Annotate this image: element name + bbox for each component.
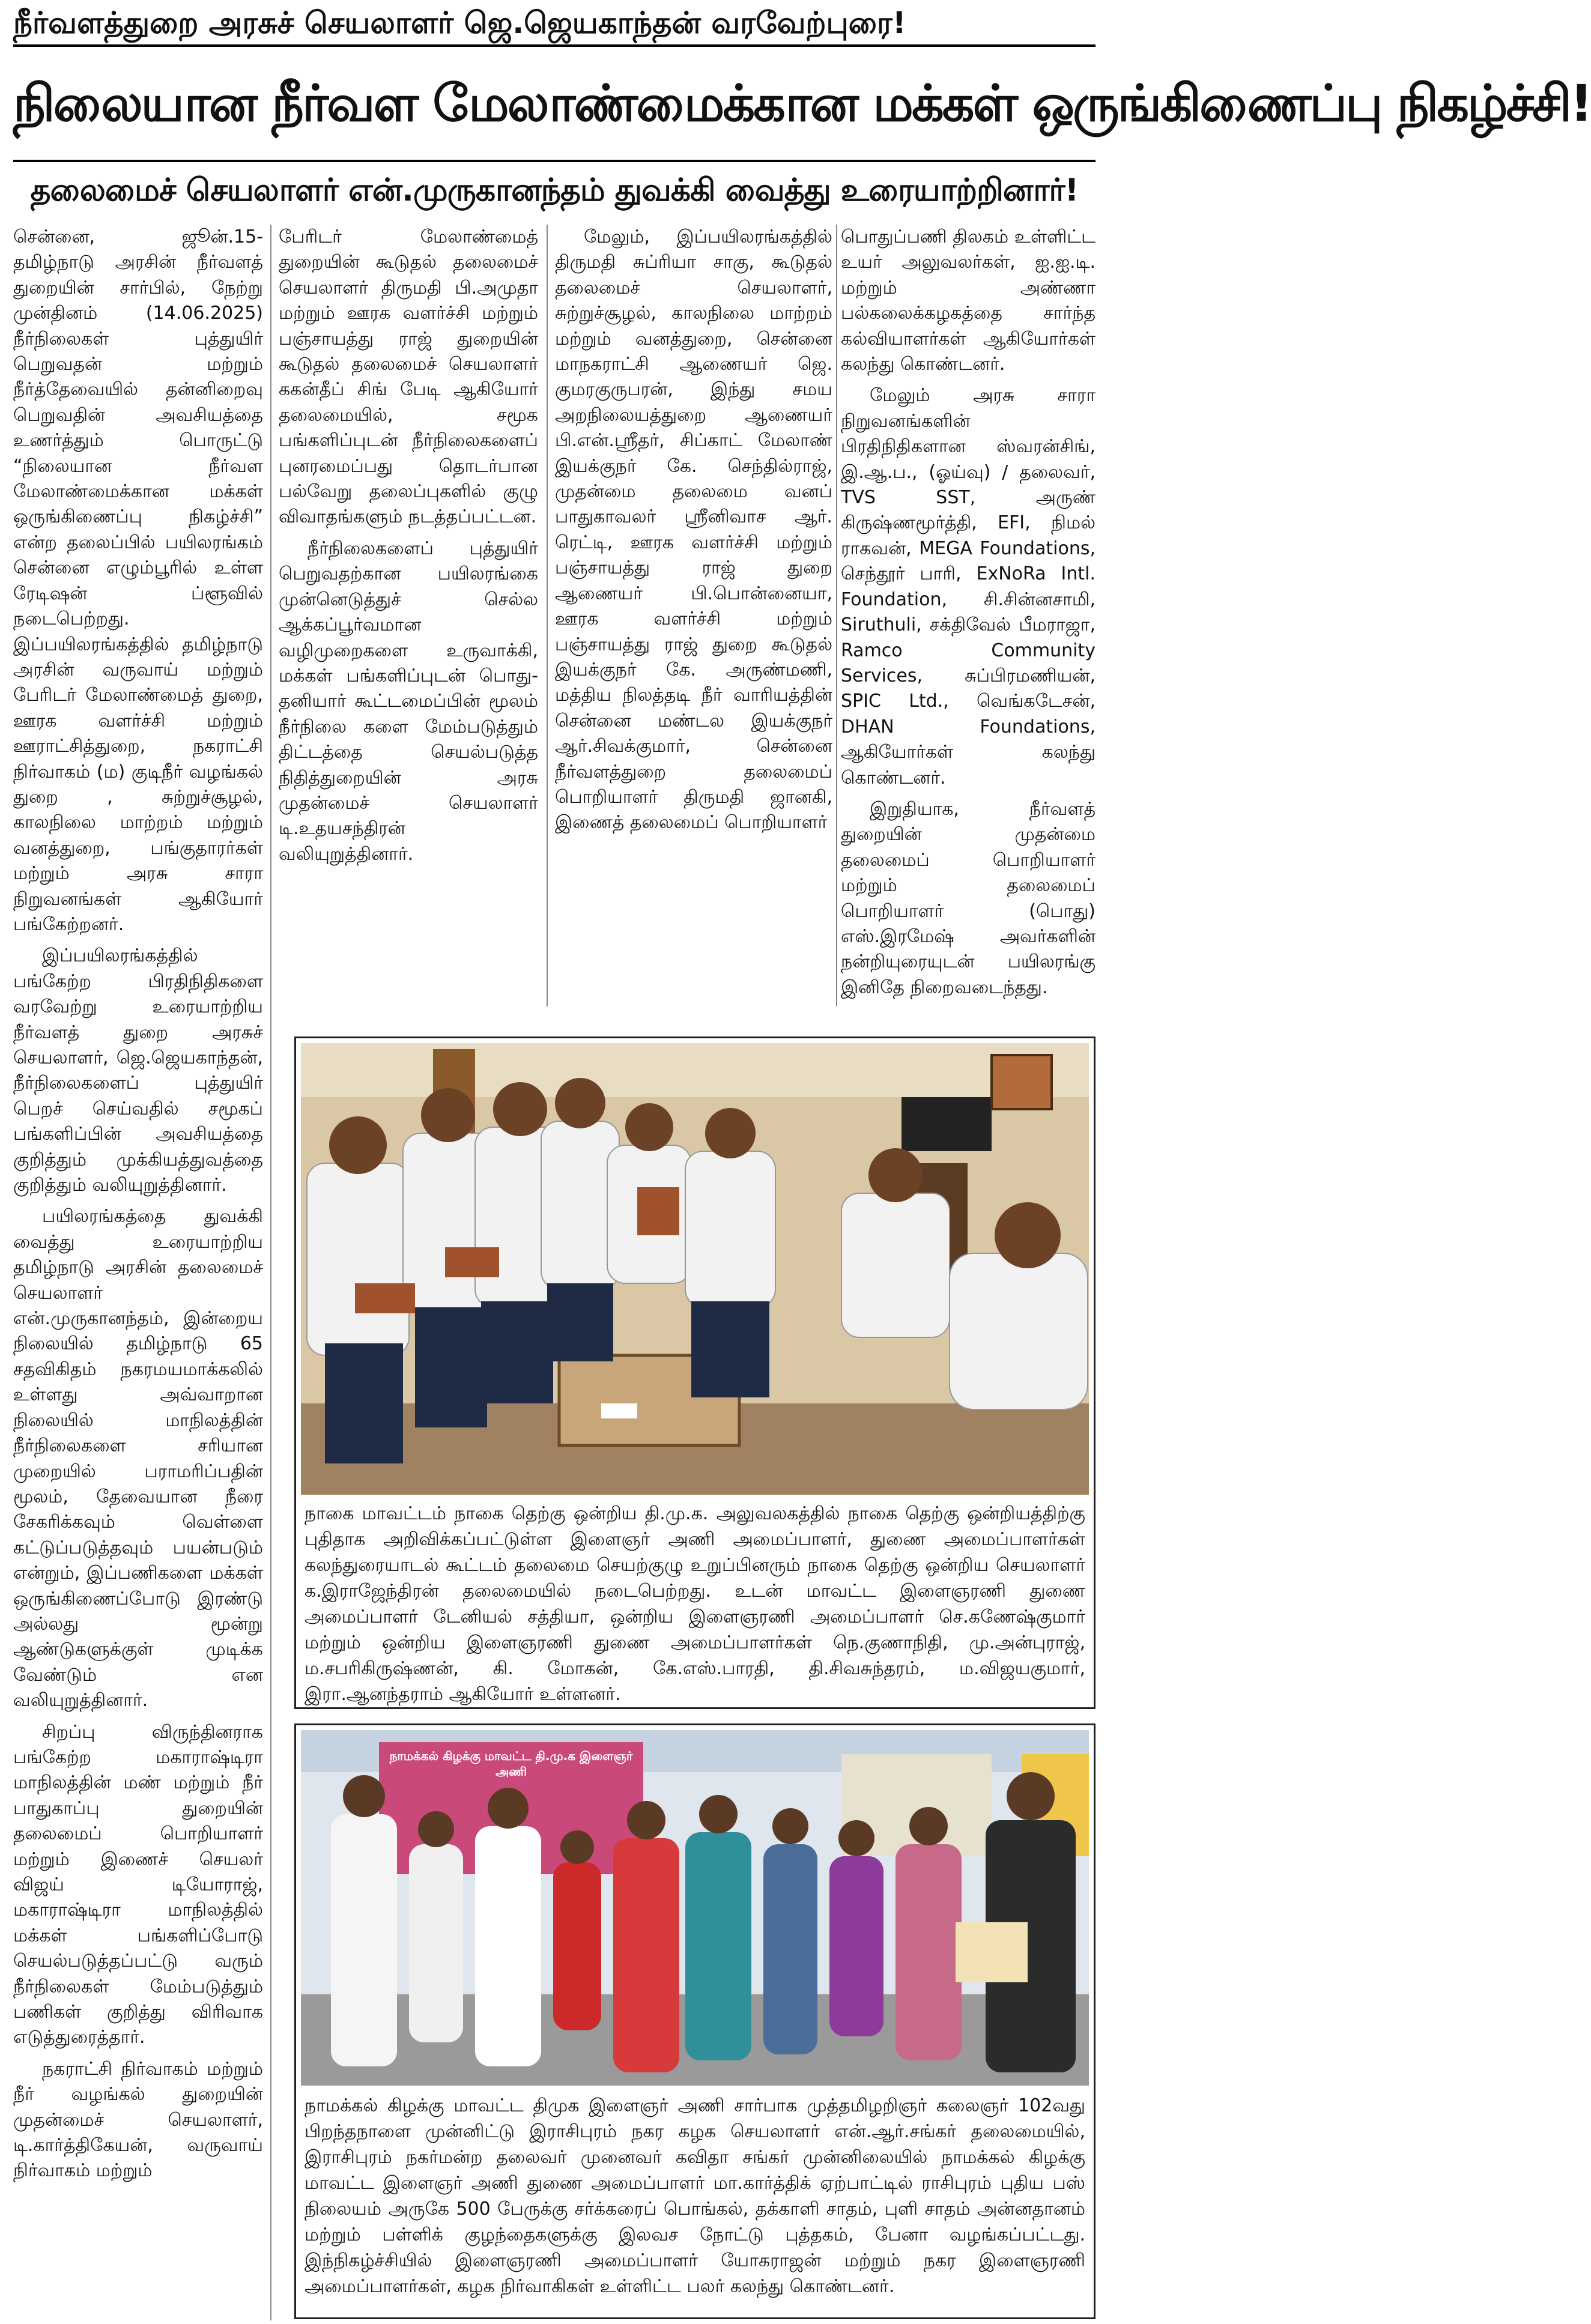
paragraph: மேலும், இப்பயிலரங்கத்தில் திருமதி சுப்ரியா சாகு, கூடுதல் தலைமைச் செயலாளர், சுற்றுச்சூழல், காலநிலை மாற்றம் மற்றும் வனத்துறை, சென்னை மாநகராட்சி ஆணையர் ஜெ. குமரகுருபரன், இந்து சமய அறநிலையத்துறை ஆணையர் பி.என்.ஸ்ரீதர், சிப்காட் மேலாண் இயக்குநர் கே. செந்தில்ராஜ், முதன்மை தலைமை வனப் பாதுகாவலர் ஸ்ரீனிவாச ஆர். ரெட்டி, ஊரக வளர்ச்சி மற்றும் பஞ்சாயத்து ராஜ் துறை ஆணையர் பி.பொன்னையா, ஊரக வளர்ச்சி மற்றும் பஞ்சாயத்து ராஜ் துறை கூடுதல் இயக்குநர் கே. அருண்மணி, மத்திய நிலத்தடி நீர் வாரியத்தின் சென்னை மண்டல இயக்குநர் ஆர்.சிவக்குமார், சென்னை நீர்வளத்துறை தலைமைப் பொறியாளர் திருமதி ஜானகி, இணைத் தலைமைப் பொறியாளர் <box>555 226 832 834</box>
paragraph: பேரிடர் மேலாண்மைத் துறையின் கூடுதல் தலைமைச் செயலாளர் திருமதி பி.அமுதா மற்றும் ஊரக வளர்ச்சி மற்றும் பஞ்சாயத்து ராஜ் துறையின் கூடுதல் தலைமைச் செயலாளர் ககன்தீப் சிங் பேடி ஆகியோர் தலைமையில், சமூக பங்களிப்புடன் நீர்நிலைகளைப் புனரமைப்பது தொடர்பான பல்வேறு தலைப்புகளில் குழு விவாதங்களும் நடத்தப்பட்டன. <box>279 226 538 528</box>
subheadline: தலைமைச் செயலாளர் என்.முருகானந்தம் துவக்கி வைத்து உரையாற்றினார்! <box>30 172 1079 208</box>
photo-caption: நாகை மாவட்டம் நாகை தெற்கு ஒன்றிய தி.மு.க. அலுவலகத்தில் நாகை தெற்கு ஒன்றியத்திற்கு புதிதாக அறிவிக்கப்பட்டுள்ள இளைஞர் அணி அமைப்பாளர், துணை அமைப்பாளர்கள் கலந்துரையாடல் கூட்டம் தலைமை செயற்குழு உறுப்பினரும் நாகை தெற்கு ஒன்றிய செயலாளர் க.இராஜேந்திரன் தலைமையில் நடைபெற்றது. உடன் மாவட்ட இளைஞரணி துணை அமைப்பாளர் டேனியல் சத்தியா, ஒன்றிய இளைஞரணி அமைப்பாளர் செ.கணேஷ்குமார் மற்றும் ஒன்றிய இளைஞரணி துணை அமைப்பாளர்கள் நெ.குணாநிதி, மு.அன்புராஜ், ம.சபரிகிருஷ்ணன், கி. மோகன், கே.எஸ்.பாரதி, தி.சிவசுந்தரம், ம.விஜயகுமார், இரா.ஆனந்தராம் ஆகியோர் உள்ளனர். <box>305 1503 1085 1705</box>
paragraph: பயிலரங்கத்தை துவக்கி வைத்து உரையாற்றிய தமிழ்நாடு அரசின் தலைமைச் செயலாளர் என்.முருகானந்தம், இன்றைய நிலையில் தமிழ்நாடு 65 சதவிகிதம் நகரமயமாக்கலில் உள்ளது அவ்வாறான நிலையில் மாநிலத்தின் நீர்நிலைகளை சரியான முறையில் பராமரிப்பதின் மூலம், தேவையான நீரை சேகரிக்கவும் வெள்ளை கட்டுப்படுத்தவும் பயன்படும் என்றும், இப்பணிகளை மக்கள் ஒருங்கிணைப்போடு இரண்டு அல்லது மூன்று ஆண்டுகளுக்குள் முடிக்க வேண்டும் என வலியுறுத்தினார். <box>13 1206 263 1711</box>
top-rule <box>13 44 1096 47</box>
article-column-2 <box>279 225 538 1006</box>
paragraph: நீர்நிலைகளைப் புத்துயிர் பெறுவதற்கான பயிலரங்கை முன்னெடுத்துச் செல்ல ஆக்கப்பூர்வமான வழிமுறைகளை உருவாக்கி, மக்கள் பங்களிப்புடன் பொது-தனியார் கூட்டமைப்பின் மூலம் நீர்நிலை களை மேம்படுத்தும் திட்டத்தை செயல்படுத்த நிதித்துறையின் அரசு முதன்மைச் செயலாளர் டி.உதயசந்திரன் வலியுறுத்தினார். <box>279 537 538 865</box>
headline-rule <box>13 160 1096 162</box>
paragraph: இறுதியாக, நீர்வளத் துறையின் முதன்மை தலைமைப் பொறியாளர் மற்றும் தலைமைப் பொறியாளர் (பொது) எஸ்.இரமேஷ் அவர்களின் நன்றியுரையுடன் பயிலரங்கு இனிதே நிறைவடைந்தது. <box>841 798 1096 998</box>
article-column-3 <box>555 225 832 1006</box>
kicker-headline: நீர்வளத்துறை அரசுச் செயலாளர் ஜெ.ஜெயகாந்தன் வரவேற்புரை! <box>13 5 906 40</box>
event-banner: நாமக்கல் கிழக்கு மாவட்ட தி.மு.க இளைஞர் அணி <box>389 1749 633 1779</box>
main-headline: நிலையான நீர்வள மேலாண்மைக்கான மக்கள் ஒருங்கிணைப்பு நிகழ்ச்சி! <box>13 74 1591 133</box>
paragraph: நகராட்சி நிர்வாகம் மற்றும் நீர் வழங்கல் துறையின் முதன்மைச் செயலாளர், டி.கார்த்திகேயன், வருவாய் நிர்வாகம் மற்றும் <box>13 2058 263 2182</box>
article-column-4 <box>841 225 1096 1006</box>
paragraph: சென்னை, ஜூன்.15- தமிழ்நாடு அரசின் நீர்வளத் துறையின் சார்பில், நேற்று முன்தினம் (14.06.2025) நீர்நிலைகள் புத்துயிர் பெறுவதன் மற்றும் நீர்த்தேவையில் தன்னிறைவு பெறுவதின் அவசியத்தை உணர்த்தும் பொருட்டு “நிலையான நீர்வள மேலாண்மைக்கான மக்கள் ஒருங்கிணைப்பு நிகழ்ச்சி” என்ற தலைப்பில் பயிலரங்கம் சென்னை எழும்பூரில் உள்ள ரேடிஷன் ப்ளூவில் நடைபெற்றது. இப்பயிலரங்கத்தில் தமிழ்நாடு அரசின் வருவாய் மற்றும் பேரிடர் மேலாண்மைத் துறை, ஊரக வளர்ச்சி மற்றும் ஊராட்சித்துறை, நகராட்சி நிர்வாகம் (ம) குடிநீர் வழங்கல் துறை , சுற்றுச்சூழல், காலநிலை மாற்றம் மற்றும் வனத்துறை, பங்குதாரர்கள் மற்றும் அரசு சாரா நிறுவனங்கள் ஆகியோர் பங்கேற்றனர். <box>13 226 263 935</box>
article-column-1 <box>13 225 263 2320</box>
paragraph: பொதுப்பணி திலகம் உள்ளிட்ட உயர் அலுவலர்கள், ஐ.ஐ.டி. மற்றும் அண்ணா பல்கலைக்கழகத்தை சார்ந்த கல்வியாளர்கள் ஆகியோர்கள் கலந்து கொண்டனர். <box>841 226 1096 375</box>
event-photo <box>301 1730 1089 2086</box>
paragraph: இப்பயிலரங்கத்தில் பங்கேற்ற பிரதிநிதிகளை வரவேற்று உரையாற்றிய நீர்வளத் துறை அரசுச் செயலாளர், ஜெ.ஜெயகாந்தன், நீர்நிலைகளைப் புத்துயிர் பெறச் செய்வதில் சமூகப் பங்களிப்பின் அவசியத்தை குறித்தும் முக்கியத்துவத்தை குறித்தும் வலியுறுத்தினார். <box>13 945 263 1196</box>
photo-box-event <box>294 1723 1096 2319</box>
column-divider <box>547 225 548 1006</box>
column-divider <box>270 225 271 2320</box>
meeting-photo <box>301 1043 1089 1495</box>
paragraph: சிறப்பு விருந்தினராக பங்கேற்ற மகாராஷ்டிரா மாநிலத்தின் மண் மற்றும் நீர் பாதுகாப்பு துறையின் தலைமைப் பொறியாளர் மற்றும் இணைச் செயலர் விஜய் டியோராஜ், மகாராஷ்டிரா மாநிலத்தில் மக்கள் பங்களிப்போடு செயல்படுத்தப்பட்டு வரும் நீர்நிலைகள் மேம்படுத்தும் பணிகள் குறித்து விரிவாக எடுத்துரைத்தார். <box>13 1721 263 2048</box>
paragraph: மேலும் அரசு சாரா நிறுவனங்களின் பிரதிநிதிகளான ஸ்வரன்சிங், இ.ஆ.ப., (ஓய்வு) / தலைவர், TVS SST, அருண் கிருஷ்ணமூர்த்தி, EFI, நிமல் ராகவன், MEGA Foundations, செந்தூர் பாரி, ExNoRa Intl. Foundation, சி.சின்னசாமி, Siruthuli, சக்திவேல் பீமராஜா, Ramco Community Services, சுப்பிரமணியன், SPIC Ltd., வெங்கடேசன், DHAN Foundations, ஆகியோர்கள் கலந்து கொண்டனர். <box>841 385 1096 788</box>
photo-caption: நாமக்கல் கிழக்கு மாவட்ட திமுக இளைஞர் அணி சார்பாக முத்தமிழறிஞர் கலைஞர் 102வது பிறந்தநாளை முன்னிட்டு இராசிபுரம் நகர கழக செயலாளர் என்.ஆர்.சங்கர் தலைமையில், இராசிபுரம் நகர்மன்ற தலைவர் முனைவர் கவிதா சங்கர் முன்னிலையில் நாமக்கல் கிழக்கு மாவட்ட இளைஞர் அணி துணை அமைப்பாளர் மா.கார்த்திக் ஏற்பாட்டில் ராசிபுரம் புதிய பஸ் நிலையம் அருகே 500 பேருக்கு சர்க்கரைப் பொங்கல், தக்காளி சாதம், புளி சாதம் அன்னதானம் மற்றும் பள்ளிக் குழந்தைகளுக்கு இலவச நோட்டு புத்தகம், பேனா வழங்கப்பட்டது. இந்நிகழ்ச்சியில் இளைஞரணி அமைப்பாளர் யோகராஜன் மற்றும் நகர இளைஞரணி அமைப்பாளர்கள், கழக நிர்வாகிகள் உள்ளிட்ட பலர் கலந்து கொண்டனர். <box>305 2095 1085 2297</box>
column-divider <box>836 225 837 1006</box>
photo-box-meeting <box>294 1036 1096 1709</box>
